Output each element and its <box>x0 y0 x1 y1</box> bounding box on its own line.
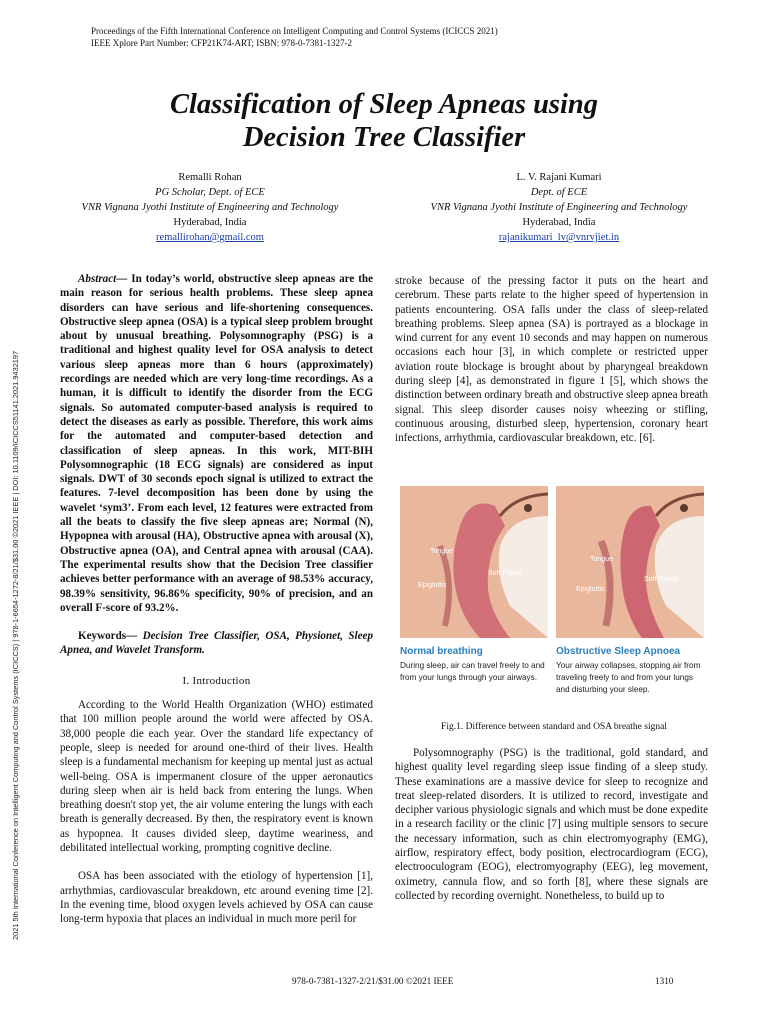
section-heading-introduction: I. Introduction <box>182 674 251 687</box>
author-city: Hyderabad, India <box>173 217 247 228</box>
label-epiglottis: Epiglottis <box>576 586 605 593</box>
author-block-2 <box>394 170 724 245</box>
paper-title <box>0 88 768 154</box>
label-soft-palate: Soft Palate <box>488 570 523 577</box>
intro-paragraph-1: According to the World Health Organization (WHO) estimated that 100 million people around the world were affected by OSA. 38,000 people die each year. Over the standard life expectancy of people, sleep is needed for around one-third of their lives. Health sleep is a fundamental mechanism for keeping up mental just as actual well-being. OSA is impermanent closure of the upper aeronautics during sleep when air is held back from entering the lungs. When breathing doesn't stop yet, the air volume entering the lungs with each breath is generally decreased. By then, the respiratory event is known as hypopnea. It causes divided sleep, daytime weariness, and debilitated intellectual working, prompting cognitive decline. <box>60 699 373 854</box>
keywords-label: Keywords— <box>78 630 138 643</box>
label-tongue: Tongue <box>590 556 613 563</box>
author-email-link[interactable]: remallirohan@gmail.com <box>156 232 264 243</box>
osa-text: Your airway collapses, stopping air from traveling freely to and from your lungs and disturbing your sleep. <box>556 661 701 694</box>
intro-paragraph-2: OSA has been associated with the etiology of hypertension [1], arrhythmias, cardiovascular breakdown, etc around evening time [2]. In the evening time, blood oxygen levels achieved by OSA can cause long-term hypoxia that places an individual in much more peril for <box>60 870 373 926</box>
right-column-bottom <box>395 746 708 903</box>
right-paragraph-1: stroke because of the pressing factor it puts on the heart and cerebrum. These parts relate to the higher speed of hypertension in patients encountering. OSA falls under the class of sleep-related breathing problems. Sleep apnea (SA) is portrayed as a blockage in wind current for any event 10 seconds and may happen on numerous occasions each hour [3], in which complete or restricted upper aviation route blockage is brought about by pharyngeal breakdown during sleep [4], as demonstrated in figure 1 [5], which shows the distinction between ordinary breath and obstructive sleep apnea breath signal. This sleep disorder causes noisy wheezing or stifling, continuous arousing, disturbed sleep, hypertension, coronary heart infections, arrhythmia, cardiovascular breakdown, etc. [6]. <box>395 275 708 445</box>
label-epiglottis: Epiglottis <box>418 582 447 589</box>
author-name: Remalli Rohan <box>178 172 242 183</box>
header-line-2: IEEE Xplore Part Number: CFP21K74-ART; ISBN: 978-0-7381-1327-2 <box>91 38 352 48</box>
keywords-text: Decision Tree Classifier, OSA, Physionet, Sleep Apnea, and Wavelet Transform. <box>60 630 373 657</box>
normal-breathing-text: During sleep, air can travel freely to and from your lungs through your airways. <box>400 661 545 682</box>
header-line-1: Proceedings of the Fifth International Conference on Intelligent Computing and Control Systems (ICICCS 2021) <box>91 26 498 36</box>
author-block-1 <box>45 170 375 245</box>
author-role: PG Scholar, Dept. of ECE <box>155 187 265 198</box>
title-line-1: Classification of Sleep Apneas using <box>169 89 599 120</box>
footer-copyright: 978-0-7381-1327-2/21/$31.00 ©2021 IEEE <box>292 976 454 986</box>
author-institute: VNR Vignana Jyothi Institute of Engineering and Technology <box>81 202 339 213</box>
title-line-2: Decision Tree Classifier <box>242 122 526 153</box>
left-column <box>60 272 373 926</box>
proceedings-header <box>91 25 498 49</box>
right-column-top <box>395 274 708 446</box>
page-number: 1310 <box>655 976 674 986</box>
abstract-label: Abstract— <box>78 273 128 285</box>
keywords <box>60 629 373 658</box>
label-soft-palate: Soft Palate <box>644 576 679 583</box>
figure-1 <box>400 486 708 716</box>
author-city: Hyderabad, India <box>522 217 596 228</box>
osa-breathing-image <box>556 486 704 638</box>
abstract-text: In today’s world, obstructive sleep apneas are the main reason for serious health problems. These sleep apnea disorders can have serious and life-shortening consequences. Obstructive sleep apnea (OSA) is a typical sleep problem brought about by unusual breathing. Polysomnography (PSG) is a traditional and highest quality level for OSA analysis to detect various sleep apneas more than 6 hours (approximately) recordings are needed which are very long-time recordings. As a human, it is difficult to identify the disorder from the ECG signals. So automated computer-based analysis is required to detect the diseases as early as possible. Therefore, this work aims for the automated and computer-based detection and classification of sleep apneas. In this work, MIT-BIH Polysomnographic (18 ECG signals) are considered as input signals. DWT of 30 seconds epoch signal is utilized to extract the features. 7-level decomposition has been done by using the wavelet ‘sym3’. From each level, 12 features were extracted from all the beats to classify the five sleep apneas are; Normal (N), Hypopnea with arousal (HA), Obstructive apnea with arousal (X), Obstructive apnea (OA), and Central apnea with arousal (CAA). The experimental results show that the Decision Tree classifier achieves better performance with an average of 98.53% accuracy, 98.39% sensitivity, 96.86% specificity, 90% of precision, and an overall F-score of 93.2%. <box>60 273 373 614</box>
abstract <box>60 272 373 615</box>
author-role: Dept. of ECE <box>530 187 588 198</box>
author-name: L. V. Rajani Kumari <box>516 172 602 183</box>
author-institute: VNR Vignana Jyothi Institute of Engineering and Technology <box>430 202 688 213</box>
label-tongue: Tongue <box>430 548 453 555</box>
normal-breathing-title: Normal breathing <box>400 646 483 657</box>
side-doi-strip: 2021 5th International Conference on Intelligent Computing and Control Systems (ICICCS) | 978-1-6654-1272-8/21/$31.00 ©2021 IEEE | DOI: 10.1109/ICICCS51141.2021.9432197 <box>11 350 20 940</box>
author-email-link[interactable]: rajanikumari_lv@vnrvjiet.in <box>498 232 620 243</box>
figure-caption: Fig.1. Difference between standard and OSA breathe signal <box>441 722 667 732</box>
right-paragraph-2: Polysomnography (PSG) is the traditional, gold standard, and highest quality level regarding sleep issue finding of a sleep study. These examinations are a massive device for sleep to recognize and treat sleep-related disorders. It is utilized to record, investigate and decipher various physiologic signals and which must be done expedite in a research facility or the clinic [7] using multiple sensors to secure the necessary information, such as chin electromyography (EMG), airflow, respiratory effect, body position, electrocardiogram (ECG), electrooculogram (EOG), electromyography (EEG), leg movement, oximetry, cannula flow, and so forth [8], where these signals are collected by recording overnight. Nonetheless, to build up to <box>395 747 708 902</box>
osa-title: Obstructive Sleep Apnoea <box>556 646 681 657</box>
normal-breathing-image <box>400 486 548 638</box>
